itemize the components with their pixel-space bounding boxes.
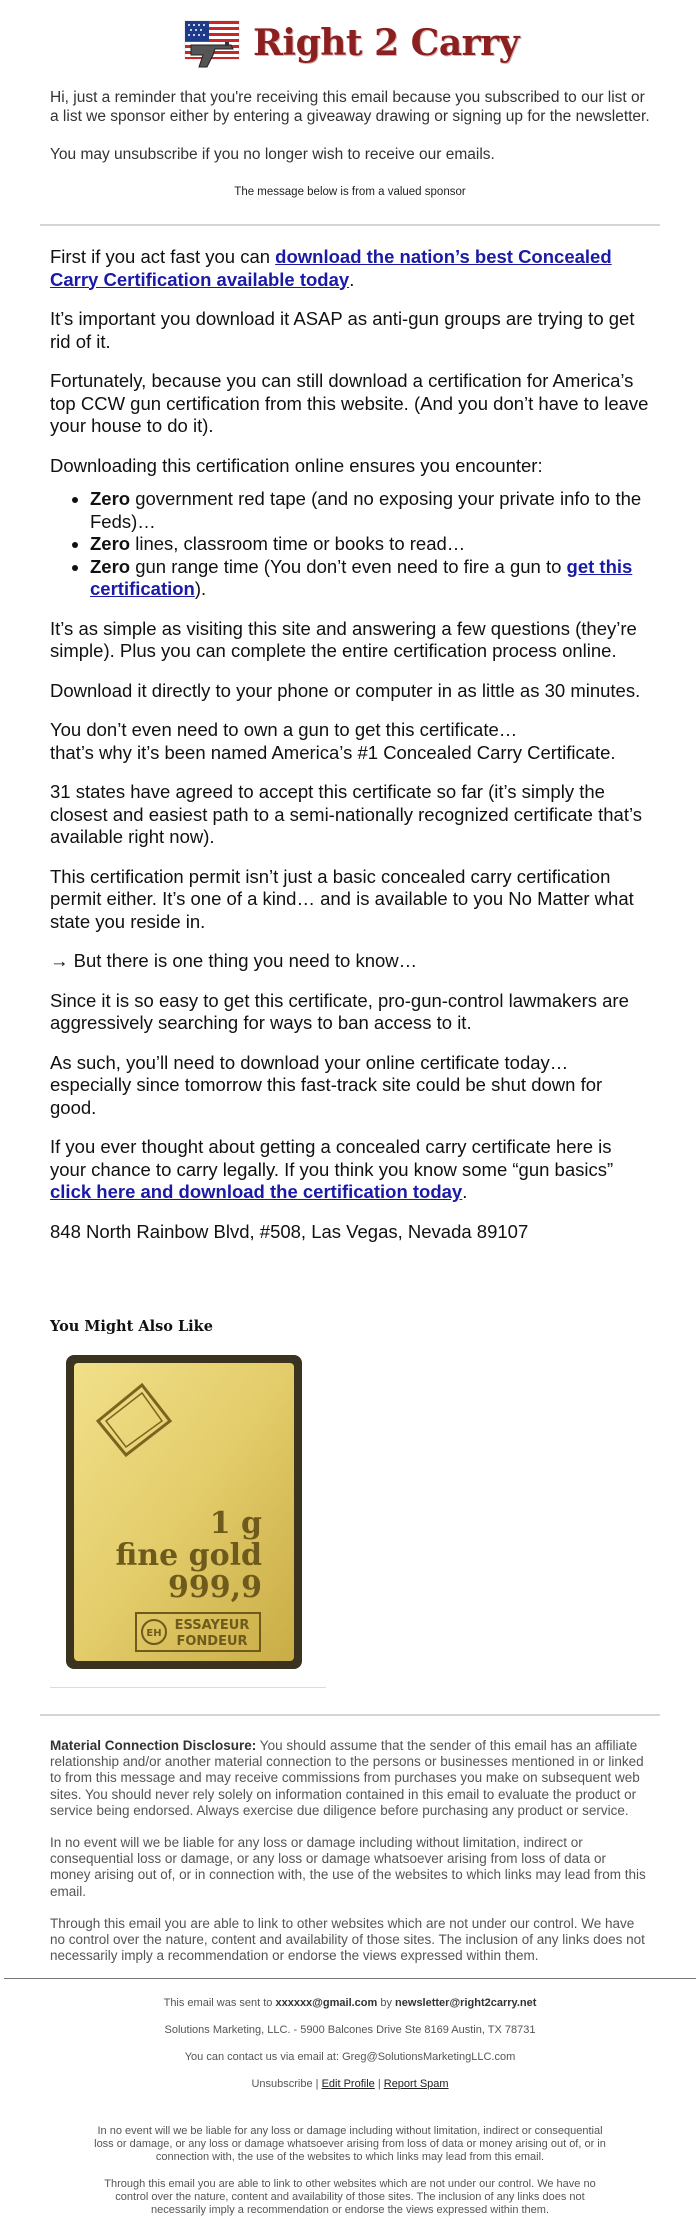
gold-bar-product[interactable] [50, 1351, 326, 1688]
disclosure-section [0, 1716, 700, 1964]
paragraph-6: Download it directly to your phone or computer in as little as 30 minutes. [50, 679, 641, 701]
links-note: Through this email you are able to link to other websites which are not under our control. We have no control over the nature, content and availability of those sites. The inclusion of any links does not necessarily imply a recommendation or endorse the views expressed within them. [50, 1915, 645, 1964]
bar-weight: 1 g [209, 1506, 262, 1541]
footer-legal-2: Through this email you are able to link to other websites which are not under our control. We have no control over the nature, content and availability of those sites. The inclusion of any links does not necessarily imply a recommendation or endorse the views expressed within them. [104, 2178, 596, 2217]
intro-reminder: Hi, just a reminder that you're receiving this email because you subscribed to our list or a list we sponsor either by entering a giveaway drawing or signing up for the newsletter. [50, 89, 650, 125]
paragraph-1-suffix: . [349, 268, 355, 290]
download-certification-link[interactable]: download the nation’s best Concealed Carry Certification available today [50, 246, 612, 290]
sent-prefix: This email was sent to [163, 1997, 276, 2010]
sender-email: newsletter@right2carry.net [395, 1997, 537, 2010]
liability-text: In no event will we be liable for any loss or damage including without limitation, indirect or consequential loss or damage, or any loss or damage whatsoever arising from loss of data or money arising out of, or in connection with, the use of the websites to which links may lead from this email. [50, 1835, 646, 1899]
separator: | [315, 2078, 319, 2091]
footer-legal-1: In no event will we be liable for any loss or damage including without limitation, indirect or consequential loss or damage, or any loss or damage whatsoever arising from loss of data or money arising out of, or in connection with, the use of the websites to which links may lead from this email. [94, 2125, 606, 2164]
bar-purity: 999,9 [168, 1570, 262, 1605]
sent-to-line [90, 1997, 610, 2010]
paragraph-3: Fortunately, because you can still download a certification for America’s top CCW gun certification from this website. (And you don’t have to leave your house to do it). [50, 370, 649, 436]
bullet-text: government red tape (and no exposing your private info to the Feds)… [90, 488, 642, 532]
bullet-text: lines, classroom time or books to read… [130, 533, 466, 554]
disclosure-text: You should assume that the sender of this email has an affiliate relationship and/or another material connection to the persons or businesses mentioned in or linked to from this message and may receive commissions from purchases you make on subsequent web sites. You should never rely solely on information contained in this email to evaluate the product or service being endorsed. Always exercise due diligence before purchasing any product or service. [50, 1738, 644, 1818]
paragraph-7-line-1: You don’t even need to own a gun to get this certificate… [50, 719, 518, 740]
footer [0, 1979, 700, 2217]
bullet-strong: Zero [90, 488, 131, 509]
stamp-line-1: ESSAYEUR [174, 1618, 250, 1633]
paragraph-13 [50, 1136, 650, 1204]
paragraph-8: 31 states have agreed to accept this certificate so far (it’s simply the closest and easiest path to a semi-nationally recognized certificate that’s available right now). [50, 781, 642, 847]
intro-section [0, 82, 700, 202]
separator: | [377, 2078, 381, 2091]
bullet-text: gun range time (You don’t even need to fire a gun to [130, 555, 567, 577]
sent-mid: by [377, 1997, 396, 2010]
paragraph-5: It’s as simple as visiting this site and answering a few questions (they’re simple). Plus you can complete the entire certification process online. [50, 617, 637, 661]
benefits-list [50, 488, 650, 601]
click-here-download-link[interactable]: click here and download the certification today [50, 1181, 463, 1202]
paragraph-7 [50, 719, 650, 764]
bullet-after: ). [194, 578, 207, 599]
paragraph-13-suffix: . [462, 1181, 468, 1202]
bullet-strong: Zero [90, 533, 131, 554]
stamp-mark: EH [146, 1628, 162, 1639]
material-connection-disclosure [50, 1738, 650, 1819]
list-item [90, 488, 650, 533]
paragraph-12: As such, you’ll need to download your online certificate today… especially since tomorrow this fast-track site could be shut down for good. [50, 1051, 603, 1118]
paragraph-2: It’s important you download it ASAP as anti-gun groups are trying to get rid of it. [50, 308, 635, 352]
paragraph-1-text: First if you act fast you can [50, 246, 276, 267]
disclosure-title: Material Connection Disclosure: [50, 1738, 257, 1753]
logo[interactable] [181, 15, 519, 71]
report-spam-link[interactable]: Report Spam [383, 2078, 449, 2091]
also-like-heading: You Might Also Like [50, 1318, 213, 1335]
paragraph-1 [50, 246, 650, 291]
paragraph-4: Downloading this certification online ensures you encounter: [50, 454, 543, 476]
sponsor-address: 848 North Rainbow Blvd, #508, Las Vegas, Nevada 89107 [50, 1220, 529, 1242]
paragraph-7-line-2: that’s why it’s been named America’s #1 Concealed Carry Certificate. [50, 741, 616, 763]
recipient-email: xxxxxx@gmail.com [275, 1997, 378, 2010]
contact-line: You can contact us via email at: Greg@SolutionsMarketingLLC.com [184, 2051, 516, 2064]
sponsor-note: The message below is from a valued sponsor [234, 186, 466, 198]
intro-unsubscribe-note: You may unsubscribe if you no longer wish to receive our emails. [50, 146, 495, 163]
header [0, 0, 700, 82]
paragraph-13-text: If you ever thought about getting a concealed carry certificate here is your chance to carry legally. If you think you know some “gun basics” [50, 1136, 614, 1180]
get-certification-link[interactable]: get this certification [90, 555, 633, 599]
bar-material: fine gold [115, 1538, 262, 1573]
logo-text: Right 2 Carry [252, 22, 519, 64]
flag-pistol-logo-icon [181, 15, 247, 71]
stamp-line-2: FONDEUR [176, 1634, 248, 1649]
paragraph-9: This certification permit isn’t just a basic concealed carry certification permit either. It’s one of a kind… and is available to you No Matter what state you reside in. [50, 865, 634, 932]
company-address: Solutions Marketing, LLC. - 5900 Balcones Drive Ste 8169 Austin, TX 78731 [164, 2024, 536, 2037]
also-like-section [0, 1260, 700, 1688]
bullet-strong: Zero [90, 555, 131, 577]
list-item [90, 533, 650, 556]
list-item [90, 556, 650, 601]
paragraph-11: Since it is so easy to get this certificate, pro-gun-control lawmakers are aggressively searching for ways to ban access to it. [50, 989, 629, 1033]
footer-links [90, 2078, 610, 2091]
paragraph-10: → But there is one thing you need to know… [50, 950, 418, 971]
edit-profile-link[interactable]: Edit Profile [321, 2078, 375, 2091]
sponsor-message [0, 226, 700, 1243]
unsubscribe-link[interactable]: Unsubscribe [251, 2078, 313, 2091]
gold-bar-image [50, 1351, 306, 1677]
